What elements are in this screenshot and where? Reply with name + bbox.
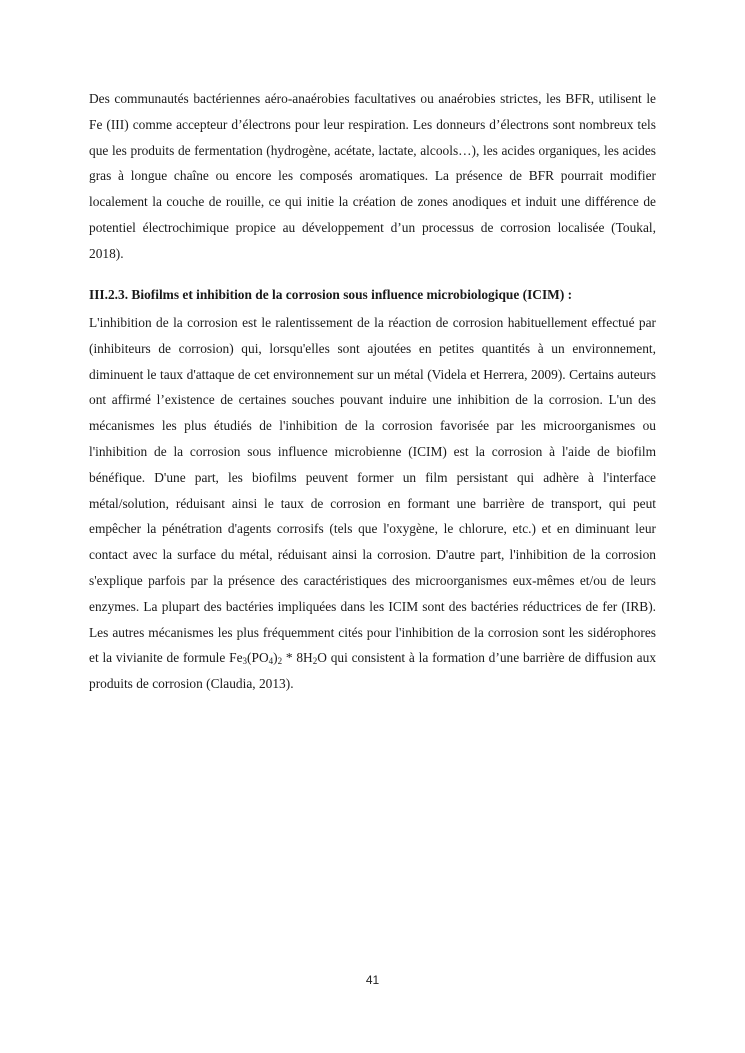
formula-subscript: 2	[277, 656, 283, 667]
formula-vivianite	[229, 650, 327, 665]
formula-part: )	[273, 650, 278, 666]
formula-subscript: 4	[268, 656, 274, 667]
formula-subscript: 2	[312, 656, 318, 667]
formula-part: (PO	[247, 650, 269, 666]
formula-part: * 8H	[282, 650, 313, 666]
paragraph-icim-tail: qui consistent à la formation d’une barrière de diffusion aux produits de corrosion (Claudia, 2013).	[89, 650, 657, 692]
formula-subscript: 3	[242, 656, 248, 667]
paragraph-bfr: Des communautés bactériennes aéro-anaérobies facultatives ou anaérobies strictes, les BFR, utilisent le Fe (III) comme accepteur d’électrons pour leur respiration. Les donneurs d’électrons sont nombreux tels que les produits de fermentation (hydrogène, acétate, lactate, alcools…), les acides organiques, les acides gras à longue chaîne ou encore les composés aromatiques. La présence de BFR pourrait modifier localement la couche de rouille, ce qui initie la création de zones anodiques et induit une différence de potentiel électrochimique propice au développement d’un processus de corrosion localisée (Toukal, 2018).	[89, 91, 656, 261]
paragraph-icim	[89, 310, 656, 697]
page-number: 41	[365, 973, 380, 987]
formula-part: Fe	[229, 650, 243, 666]
section-heading: III.2.3. Biofilms et inhibition de la corrosion sous influence microbiologique (ICIM) :	[89, 287, 573, 302]
formula-part: O	[317, 650, 327, 666]
paragraph-icim-body: L'inhibition de la corrosion est le ralentissement de la réaction de corrosion habituellement effectué par (inhibiteurs de corrosion) qui, lorsqu'elles sont ajoutées en petites quantités à un environnement, diminuent le taux d'attaque de cet environnement sur un métal (Videla et Herrera, 2009). Certains auteurs ont affirmé l’existence de certaines souches pouvant induire une inhibition de la corrosion. L'un des mécanismes les plus étudiés de l'inhibition de la corrosion favorisée par les microorganismes ou l'inhibition de la corrosion sous influence microbienne (ICIM) est la corrosion à l'aide de biofilm bénéfique. D'une part, les biofilms peuvent former un film persistant qui adhère à l'interface métal/solution, réduisant ainsi le taux de corrosion en formant une barrière de transport, qui peut empêcher la pénétration d'agents corrosifs (tels que l'oxygène, le chlorure, etc.) et en diminuant leur contact avec la surface du métal, réduisant ainsi la corrosion. D'autre part, l'inhibition de la corrosion s'explique parfois par la présence des caractéristiques des microorganismes eux-mêmes et/ou de leurs enzymes. La plupart des bactéries impliquées dans les ICIM sont des bactéries réductrices de fer (IRB). Les autres mécanismes les plus fréquemment cités pour l'inhibition de la corrosion sont les sidérophores et la vivianite de formule	[89, 315, 656, 666]
